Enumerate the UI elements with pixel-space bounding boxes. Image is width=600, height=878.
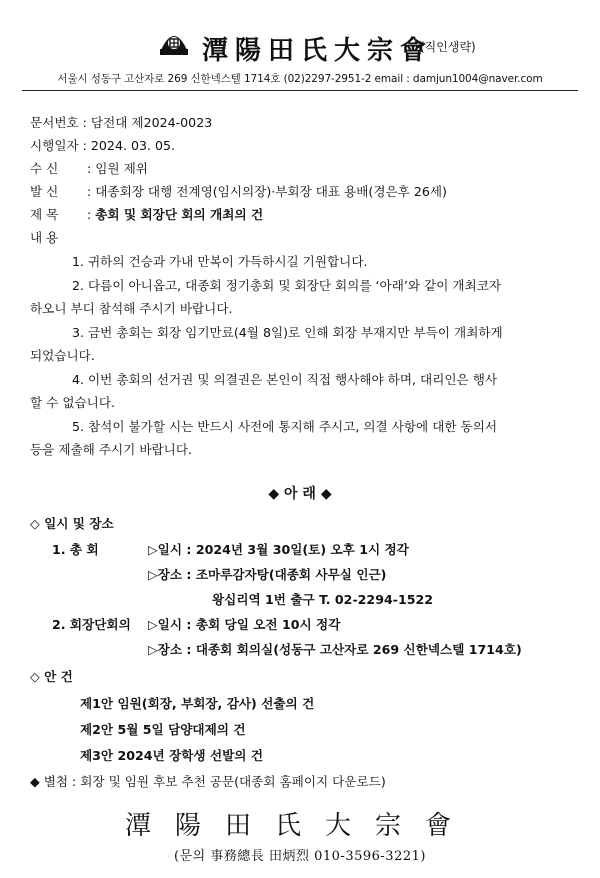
clan-seal-icon [157, 28, 191, 58]
subject-line [87, 204, 263, 223]
agenda-item-3: 제3안 2024년 장학생 선발의 건 [80, 748, 264, 763]
header-subtitle: (직인생략) [420, 40, 476, 54]
below-heading: ◆ 아 래 ◆ [268, 486, 332, 502]
paragraph-5-line-1: 5. 참석이 불가할 시는 반드시 사전에 통지해 주시고, 의결 사항에 대한 동의서 [72, 419, 498, 434]
footer-contact: (문의 事務總長 田炳烈 010-3596-3221) [174, 849, 426, 864]
paragraph-1: 1. 귀하의 건승과 가내 만복이 가득하시길 기원합니다. [72, 254, 368, 269]
paragraph-3-line-1: 3. 금번 총회는 회장 임기만료(4월 8일)로 인해 회장 부재지만 부득이 개최하게 [72, 325, 503, 340]
doc-date: 시행일자 : 2024. 03. 05. [30, 138, 176, 153]
paragraph-2-line-1: 2. 다름이 아니옵고, 대종회 정기총회 및 회장단 회의를 ‘아래’와 같이 개최코자 [72, 278, 502, 293]
header-divider [22, 90, 578, 91]
subject-value: 총회 및 회장단 회의 개최의 건 [95, 207, 264, 222]
board-meeting-date: ▷일시 : 총회 당일 오전 10시 정각 [148, 617, 341, 632]
agenda-item-2: 제2안 5월 5일 담양대제의 건 [80, 722, 246, 737]
paragraph-2-line-2: 하오니 부디 참석해 주시기 바랍니다. [30, 301, 233, 316]
general-meeting-place: ▷장소 : 조마루감자탕(대종회 사무실 인근) [148, 567, 387, 582]
sender-label: 발 신 [30, 184, 59, 199]
content-label: 내 용 [30, 230, 59, 245]
paragraph-3-line-2: 되었습니다. [30, 348, 95, 363]
header-title: 潭陽田氏大宗會 [202, 36, 434, 66]
general-meeting-label: 1. 총 회 [52, 542, 99, 557]
general-meeting-place-detail: 왕십리역 1번 출구 T. 02-2294-1522 [212, 592, 434, 607]
board-meeting-place: ▷장소 : 대종회 회의실(성동구 고산자로 269 신한넥스텔 1714호) [148, 642, 522, 657]
agenda-item-1: 제1안 임원(회장, 부회장, 감사) 선출의 건 [80, 696, 315, 711]
board-meeting-label: 2. 회장단회의 [52, 617, 131, 632]
footer-title: 潭陽田氏大宗會 [124, 811, 475, 841]
recipient-value: : 임원 제위 [87, 161, 148, 176]
doc-number: 문서번호 : 담전대 제2024-0023 [30, 115, 213, 130]
paragraph-5-line-2: 등을 제출해 주시기 바랍니다. [30, 442, 192, 457]
agenda-section-title: ◇ 안 건 [30, 669, 73, 684]
schedule-section-title: ◇ 일시 및 장소 [30, 516, 114, 531]
sender-value: : 대종회장 대행 전계영(임시의장)·부회장 대표 용배(경은후 26세) [87, 184, 447, 199]
recipient-label: 수 신 [30, 161, 59, 176]
paragraph-4-line-1: 4. 이번 총회의 선거권 및 의결권은 본인이 직접 행사해야 하며, 대리인은 행사 [72, 372, 498, 387]
header-address: 서울시 성동구 고산자로 269 신한넥스텔 1714호 (02)2297-2951-2 email : damjun1004@naver.com [57, 73, 543, 85]
subject-prefix: : [87, 207, 96, 222]
attachment-note: ◆ 별첨 : 회장 및 임원 후보 추천 공문(대종회 홈페이지 다운로드) [30, 774, 386, 789]
general-meeting-date: ▷일시 : 2024년 3월 30일(토) 오후 1시 정각 [148, 542, 409, 557]
subject-label: 제 목 [30, 207, 59, 222]
paragraph-4-line-2: 할 수 없습니다. [30, 395, 116, 410]
